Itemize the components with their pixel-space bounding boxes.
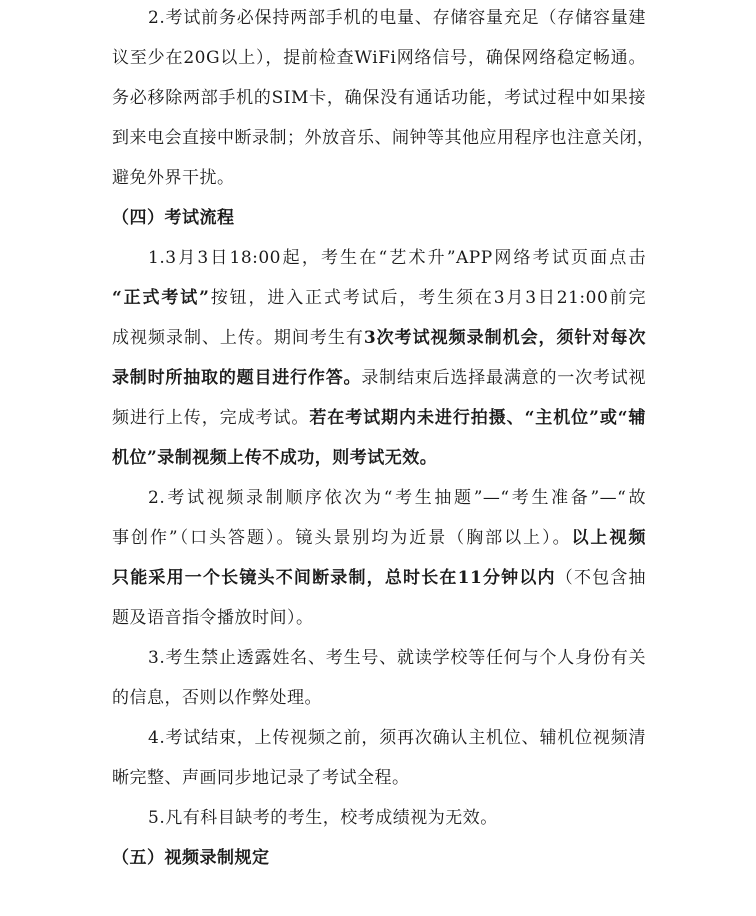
paragraph-line	[112, 526, 646, 550]
paragraph-line	[112, 446, 646, 470]
text-span: （不包含抽	[555, 568, 647, 588]
paragraph-line: 2.考试前务必保持两部手机的电量、存储容量充足（存储容量建	[148, 8, 646, 28]
section-heading: （五）视频录制规定	[112, 848, 270, 868]
bold-text: 若在考试期内未进行拍摄、“主机位”或“辅	[309, 408, 646, 428]
bold-text: 3次考试视频录制机会，须针对每次	[363, 328, 647, 348]
paragraph-line	[112, 326, 646, 350]
bold-text: 录制时所抽取的题目进行作答。	[112, 368, 362, 388]
text-span: 按钮，进入正式考试后，考生须在3月3日21:00前完	[209, 288, 646, 308]
text-span: 成视频录制、上传。期间考生有	[112, 328, 364, 348]
paragraph-line: 晰完整、声画同步地记录了考试全程。	[112, 768, 410, 788]
paragraph-line	[112, 566, 646, 590]
paragraph-line: 的信息，否则以作弊处理。	[112, 688, 322, 708]
bold-text: 机位”录制视频上传不成功，则考试无效。	[112, 448, 438, 468]
paragraph-line: 议至少在20G以上），提前检查WiFi网络信号，确保网络稳定畅通。	[112, 48, 646, 68]
paragraph-line	[112, 406, 646, 430]
bold-text: 以上视频	[571, 528, 646, 548]
paragraph-line	[112, 286, 646, 310]
paragraph-line: 务必移除两部手机的SIM卡，确保没有通话功能，考试过程中如果接	[112, 88, 646, 108]
section-heading: （四）考试流程	[112, 208, 235, 228]
paragraph-line: 5.凡有科目缺考的考生，校考成绩视为无效。	[148, 808, 498, 828]
bold-text: “正式考试”	[112, 288, 210, 308]
paragraph-line: 4.考试结束，上传视频之前，须再次确认主机位、辅机位视频清	[148, 728, 646, 748]
text-span: 频进行上传，完成考试。	[112, 408, 310, 428]
paragraph-line	[112, 366, 646, 390]
paragraph-line: 3.考生禁止透露姓名、考生号、就读学校等任何与个人身份有关	[148, 648, 646, 668]
paragraph-line: 2.考试视频录制顺序依次为“考生抽题”—“考生准备”—“故	[148, 488, 646, 508]
paragraph-line: 避免外界干扰。	[112, 168, 235, 188]
text-span: 事创作”（口头答题）。镜头景别均为近景（胸部以上）。	[112, 528, 572, 548]
paragraph-line: 题及语音指令播放时间）。	[112, 608, 314, 628]
paragraph-line: 到来电会直接中断录制；外放音乐、闹钟等其他应用程序也注意关闭，	[112, 128, 655, 148]
text-span: 录制结束后选择最满意的一次考试视	[361, 368, 647, 388]
bold-text: 只能采用一个长镜头不间断录制，总时长在11分钟以内	[112, 568, 556, 588]
paragraph-line: 1.3月3日18:00起，考生在“艺术升”APP网络考试页面点击	[148, 248, 646, 268]
